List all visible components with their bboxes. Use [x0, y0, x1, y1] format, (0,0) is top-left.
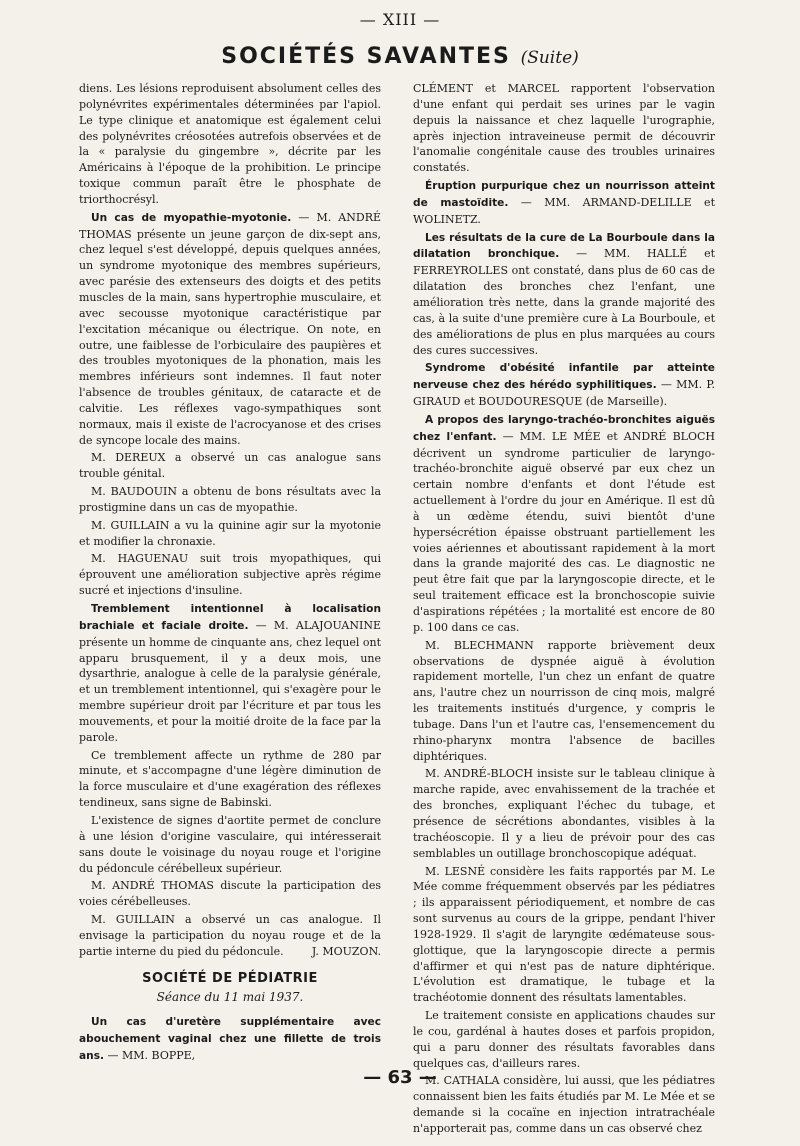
article-title: Un cas d'uretère supplémentaire avec abouchement vaginal chez une fillette de trois ans. [79, 1016, 381, 1062]
page-number: — 63 — [363, 1067, 437, 1088]
article-title: Tremblement intentionnel à localisation brachiale et faciale droite. [79, 603, 381, 632]
paragraph: Ce tremblement affecte un rythme de 280 par minute, et s'accompagne d'une légère diminution de la force musculaire et d'une exagération des réflexes tendineux, sans signe de Babinski. [79, 748, 381, 810]
paragraph [413, 360, 715, 410]
article-text: — MM. ARMAND-DELILLE et WOLINETZ. [413, 195, 715, 226]
paragraph: M. HAGUENAU suit trois myopathiques, qui éprouvent une amélioration subjective après régime sucré et injections d'insuline. [79, 552, 381, 598]
paragraph: M. BLECHMANN rapporte brièvement deux observations de dyspnée aiguë à évolution rapidement mortelle, l'un chez un enfant de quatre ans, l'autre chez un nourrisson de cinq mois, malgré les traitements institués d'urgence, y compris le tubage. Dans l'un et l'autre cas, l'ensemencement du rhino-pharynx montra l'absence de bacilles diphtériques. [413, 638, 715, 763]
paragraph: M. CATHALA considère, lui aussi, que les pédiatres connaissent bien les faits étudiés par M. Le Mée et se demande si la cocaïne en injection intratrachéale n'apporterait pas, comme dans un cas observé chez [413, 1074, 715, 1135]
paragraph: CLÉMENT et MARCEL rapportent l'observation d'une enfant qui perdait ses urines par le vagin depuis la naissance et chez laquelle l'urographie, après injection intraveineuse permit de découvrir l'anomalie congénitale cause des troubles urinaires constatés. [413, 82, 715, 175]
article-title: Un cas de myopathie-myotonie. [91, 211, 292, 224]
article-text: M. GUILLAIN a observé un cas analogue. Il envisage la participation du noyau rouge et de la partie interne du pied du pédoncule. [79, 913, 381, 958]
paragraph [413, 230, 715, 359]
article-text: — M. ANDRÉ THOMAS présente un jeune garçon de dix-sept ans, chez lequel s'est développé, depuis quelques années, un syndrome myotonique des membres supérieurs, avec parésie des extenseurs des doigts et des petits muscles de la main, sans hypertrophie musculaire, et avec secousse myotonique caractéristique par l'excitation mécanique ou électrique. On note, en outre, une faiblesse de l'orbiculaire des paupières et des troubles myotoniques de la phonation, mais les membres inférieurs sont indemnes. Il faut noter l'absence de troubles génitaux, de cataracte et de calvitie. Les réflexes vago-sympathiques sont normaux, mais il existe de l'acrocyanose et des crises de syncope locale des mains. [79, 210, 382, 447]
paragraph: L'existence de signes d'aortite permet de conclure à une lésion d'origine vasculaire, qui intéresserait sans doute le voisinage du noyau rouge et l'origine du pédoncule cérébelleux supérieur. [79, 813, 381, 875]
paragraph [79, 210, 381, 449]
article-title: Syndrome d'obésité infantile par atteinte nerveuse chez des hérédo syphilitiques. [413, 362, 715, 392]
article-text: — MM. P. GIRAUD et BOUDOURESQUE (de Marseille). [413, 378, 715, 409]
article-title: A propos des laryngo-trachéo-bronchites aiguës chez l'enfant. [413, 413, 715, 443]
article-text: — MM. HALLÉ et FERREYROLLES ont constaté, dans plus de 60 cas de dilatation des bronches chez l'enfant, une amélioration très nette, dans la grande majorité des cas, à la suite d'une première cure à La Bourboule, et des améliorations de plus en plus marquées au cours des cures successives. [413, 247, 716, 357]
seance-date: Séance du 11 mai 1937. [156, 990, 304, 1005]
left-column [79, 81, 381, 1067]
header-subtitle: (Suite) [520, 48, 579, 68]
article-text: — M. ALAJOUANINE présente un homme de cinquante ans, chez lequel ont apparu brusquement, il y a deux mois, une dysarthrie, analogue à celle de la paralysie générale, et un tremblement intentionnel, qui s'exagère pour le membre supérieur droit par l'écriture et par tous les mouvements, et pour la moitié droite de la face par la parole. [79, 618, 381, 744]
paragraph [79, 1014, 381, 1065]
paragraph: M. DEREUX a observé un cas analogue sans trouble génital. [79, 451, 381, 481]
header-title: SOCIÉTÉS SAVANTES [221, 44, 511, 69]
page-header [0, 44, 800, 69]
article-title: Les résultats de la cure de La Bourboule dans la dilatation bronchique. [413, 231, 715, 261]
section-title: SOCIÉTÉ DE PÉDIATRIE [142, 970, 318, 986]
right-column [413, 81, 715, 1139]
paragraph: M. BAUDOUIN a obtenu de bons résultats avec la prostigmine dans un cas de myopathie. [79, 485, 381, 514]
paragraph [79, 601, 381, 746]
paragraph [79, 912, 381, 960]
paragraph: M. LESNÉ considère les faits rapportés par M. Le Mée comme fréquemment observés par les pédiatres ; ils apparaissent périodiquement, et nombre de cas sont survenus au cours de la grippe, pendant l'hiver 1928-1929. Il s'agit de laryngite œdémateuse sous-glottique, que la laryngoscopie directe a permis d'affirmer et qui n'est pas de nature diphtérique. L'évolution est dramatique, le tubage et la trachéotomie donnent des résultats lamentables. [413, 864, 715, 1005]
paragraph [413, 412, 715, 636]
paragraph [413, 178, 715, 228]
article-text: — MM. LE MÉE et ANDRÉ BLOCH décrivent un syndrome particulier de laryngo-trachéo-bronchite aiguë observé par eux chez un certain nombre d'enfants et dont l'étude est actuellement à l'ordre du jour en Amérique. Il est dû à un œdème étendu, suivi bientôt d'une hypersécrétion épaisse obstruant partiellement les voies aériennes et aboutissant rapidement à la mort dans la grande majorité des cas. Le diagnostic ne peut être fait que par la laryngoscopie directe, et le seul traitement efficace est la bronchoscopie suivie d'aspirations répétées ; la mortalité est encore de 80 p. 100 dans ce cas. [413, 429, 715, 634]
paragraph: Le traitement consiste en applications chaudes sur le cou, gardénal à hautes doses et parfois propidon, qui a paru donner des résultats favorables dans quelques cas, d'ailleurs rares. [413, 1009, 715, 1070]
paragraph: diens. Les lésions reproduisent absolument celles des polynévrites expérimentales déterminées par l'apiol. Le type clinique et anatomique est également celui des polynévrites créosotées autrefois observées et de la « paralysie du gingembre », décrite par les Américains à l'époque de la prohibition. Le principe toxique commun paraît être le phosphate de triorthocrésyl. [79, 82, 381, 206]
signature: J. MOUZON. [311, 944, 381, 958]
paragraph: M. ANDRÉ-BLOCH insiste sur le tableau clinique à marche rapide, avec envahissement de la trachée et des bronches, expliquant l'échec du tubage, et présence de sécrétions abondantes, visibles à la trachéoscopie. Il y a lieu de prévoir pour des cas semblables un outillage bronchoscopique adéquat. [413, 767, 715, 860]
paragraph: M. ANDRÉ THOMAS discute la participation des voies cérébelleuses. [79, 879, 381, 909]
article-title: Éruption purpurique chez un nourrisson atteint de mastoïdite. [413, 180, 715, 209]
paragraph: M. GUILLAIN a vu la quinine agir sur la myotonie et modifier la chronaxie. [79, 518, 381, 548]
page-number-roman: — XIII — [359, 10, 441, 29]
article-text: — MM. BOPPE, [104, 1048, 196, 1062]
